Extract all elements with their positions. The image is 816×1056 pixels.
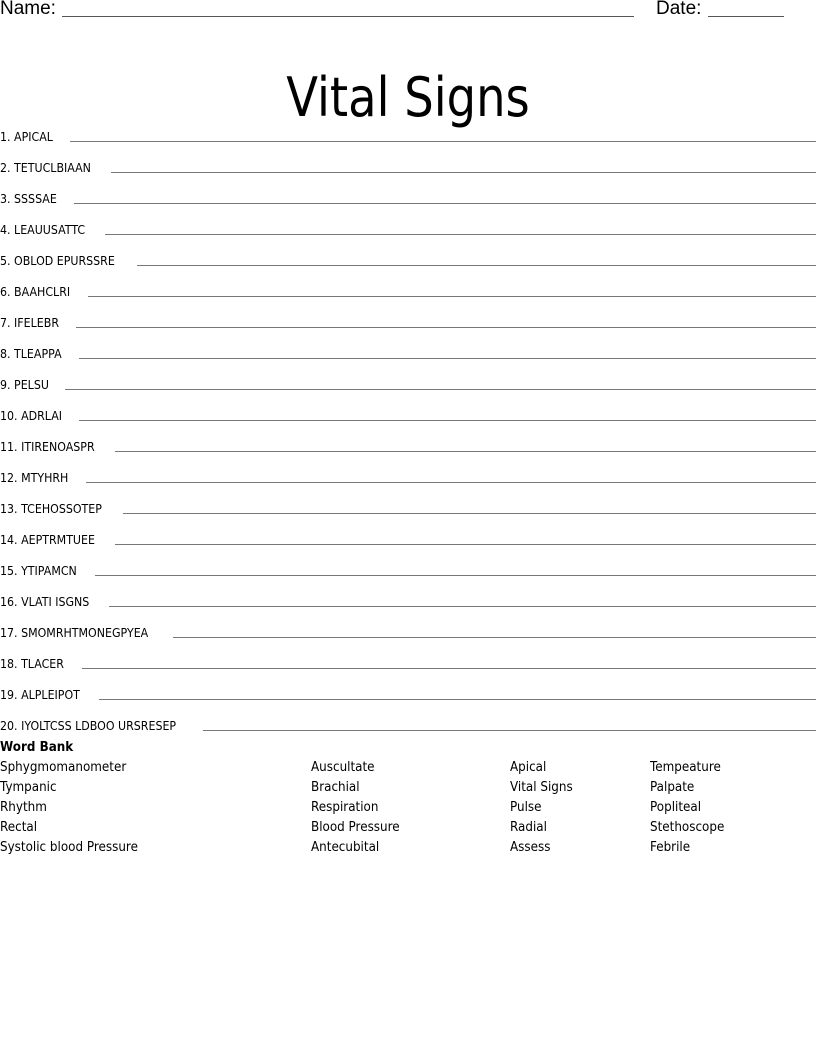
- answer-line[interactable]: [111, 171, 816, 173]
- word-bank-row: [0, 819, 816, 839]
- scrambled-word: 20. IYOLTCSS LDBOO URSRESEP: [0, 719, 177, 733]
- scrambled-word: 11. ITIRENOASPR: [0, 440, 95, 454]
- question-item: [0, 330, 816, 361]
- word-bank-word: Systolic blood Pressure: [0, 840, 138, 855]
- question-item: [0, 547, 816, 578]
- question-item: [0, 702, 816, 733]
- word-bank-word: Rhythm: [0, 800, 47, 815]
- scrambled-word: 19. ALPLEIPOT: [0, 688, 80, 702]
- word-bank-word: Popliteal: [650, 800, 702, 815]
- word-bank-word: Tempeature: [650, 760, 721, 775]
- scrambled-word: 6. BAAHCLRI: [0, 285, 71, 299]
- scrambled-word: 3. SSSSAE: [0, 192, 57, 206]
- question-item: [0, 299, 816, 330]
- question-item: [0, 361, 816, 392]
- answer-line[interactable]: [79, 419, 816, 421]
- answer-line[interactable]: [76, 326, 816, 328]
- answer-line[interactable]: [109, 605, 816, 607]
- question-item: [0, 175, 816, 206]
- question-item: [0, 640, 816, 671]
- answer-line[interactable]: [137, 264, 816, 266]
- scrambled-word: 14. AEPTRMTUEE: [0, 533, 95, 547]
- answer-line[interactable]: [123, 512, 816, 514]
- word-bank-row: [0, 759, 816, 779]
- scrambled-word: 18. TLACER: [0, 657, 64, 671]
- question-item: [0, 454, 816, 485]
- answer-line[interactable]: [65, 388, 816, 390]
- question-item: [0, 671, 816, 702]
- word-bank-row: [0, 839, 816, 859]
- answer-line[interactable]: [115, 450, 816, 452]
- scrambled-word: 2. TETUCLBIAAN: [0, 161, 91, 175]
- word-bank-word: Radial: [510, 820, 547, 835]
- scrambled-word: 17. SMOMRHTMONEGPYEA: [0, 626, 149, 640]
- date-label: Date:: [656, 0, 702, 19]
- word-bank-word: Palpate: [650, 780, 695, 795]
- answer-line[interactable]: [82, 667, 816, 669]
- word-bank-word: Apical: [510, 760, 547, 775]
- scrambled-word: 12. MTYHRH: [0, 471, 69, 485]
- word-bank-word: Blood Pressure: [311, 820, 400, 835]
- answer-line[interactable]: [203, 729, 816, 731]
- scrambled-word: 1. APICAL: [0, 130, 53, 144]
- scrambled-word: 4. LEAUUSATTC: [0, 223, 86, 237]
- word-bank-word: Rectal: [0, 820, 38, 835]
- question-item: [0, 113, 816, 144]
- word-bank-word: Pulse: [510, 800, 542, 815]
- worksheet-header: [0, 0, 816, 22]
- question-list: [0, 113, 816, 733]
- question-item: [0, 268, 816, 299]
- question-item: [0, 392, 816, 423]
- answer-line[interactable]: [115, 543, 816, 545]
- question-item: [0, 485, 816, 516]
- name-label: Name:: [0, 0, 56, 19]
- word-bank: [0, 739, 816, 859]
- word-bank-word: Auscultate: [311, 760, 375, 775]
- answer-line[interactable]: [99, 698, 816, 700]
- date-field[interactable]: [708, 16, 784, 17]
- question-item: [0, 237, 816, 268]
- scrambled-word: 16. VLATI ISGNS: [0, 595, 90, 609]
- question-item: [0, 609, 816, 640]
- word-bank-title: Word Bank: [0, 740, 74, 755]
- scrambled-word: 5. OBLOD EPURSSRE: [0, 254, 115, 268]
- word-bank-row: [0, 799, 816, 819]
- word-bank-word: Febrile: [650, 840, 691, 855]
- question-item: [0, 206, 816, 237]
- word-bank-word: Vital Signs: [510, 780, 573, 795]
- question-item: [0, 423, 816, 454]
- page-title: Vital Signs: [286, 66, 530, 130]
- scrambled-word: 9. PELSU: [0, 378, 49, 392]
- word-bank-word: Assess: [510, 840, 551, 855]
- word-bank-word: Brachial: [311, 780, 360, 795]
- answer-line[interactable]: [105, 233, 816, 235]
- answer-line[interactable]: [70, 140, 816, 142]
- scrambled-word: 8. TLEAPPA: [0, 347, 62, 361]
- scrambled-word: 7. IFELEBR: [0, 316, 59, 330]
- answer-line[interactable]: [86, 481, 816, 483]
- question-item: [0, 578, 816, 609]
- word-bank-row: [0, 779, 816, 799]
- answer-line[interactable]: [74, 202, 816, 204]
- word-bank-word: Respiration: [311, 800, 379, 815]
- answer-line[interactable]: [173, 636, 816, 638]
- question-item: [0, 516, 816, 547]
- word-bank-word: Sphygmomanometer: [0, 760, 127, 775]
- answer-line[interactable]: [79, 357, 816, 359]
- name-field[interactable]: [62, 16, 634, 17]
- scrambled-word: 13. TCEHOSSOTEP: [0, 502, 102, 516]
- question-item: [0, 144, 816, 175]
- answer-line[interactable]: [88, 295, 816, 297]
- word-bank-word: Tympanic: [0, 780, 57, 795]
- word-bank-word: Stethoscope: [650, 820, 725, 835]
- scrambled-word: 15. YTIPAMCN: [0, 564, 77, 578]
- scrambled-word: 10. ADRLAI: [0, 409, 63, 423]
- answer-line[interactable]: [95, 574, 816, 576]
- word-bank-word: Antecubital: [311, 840, 380, 855]
